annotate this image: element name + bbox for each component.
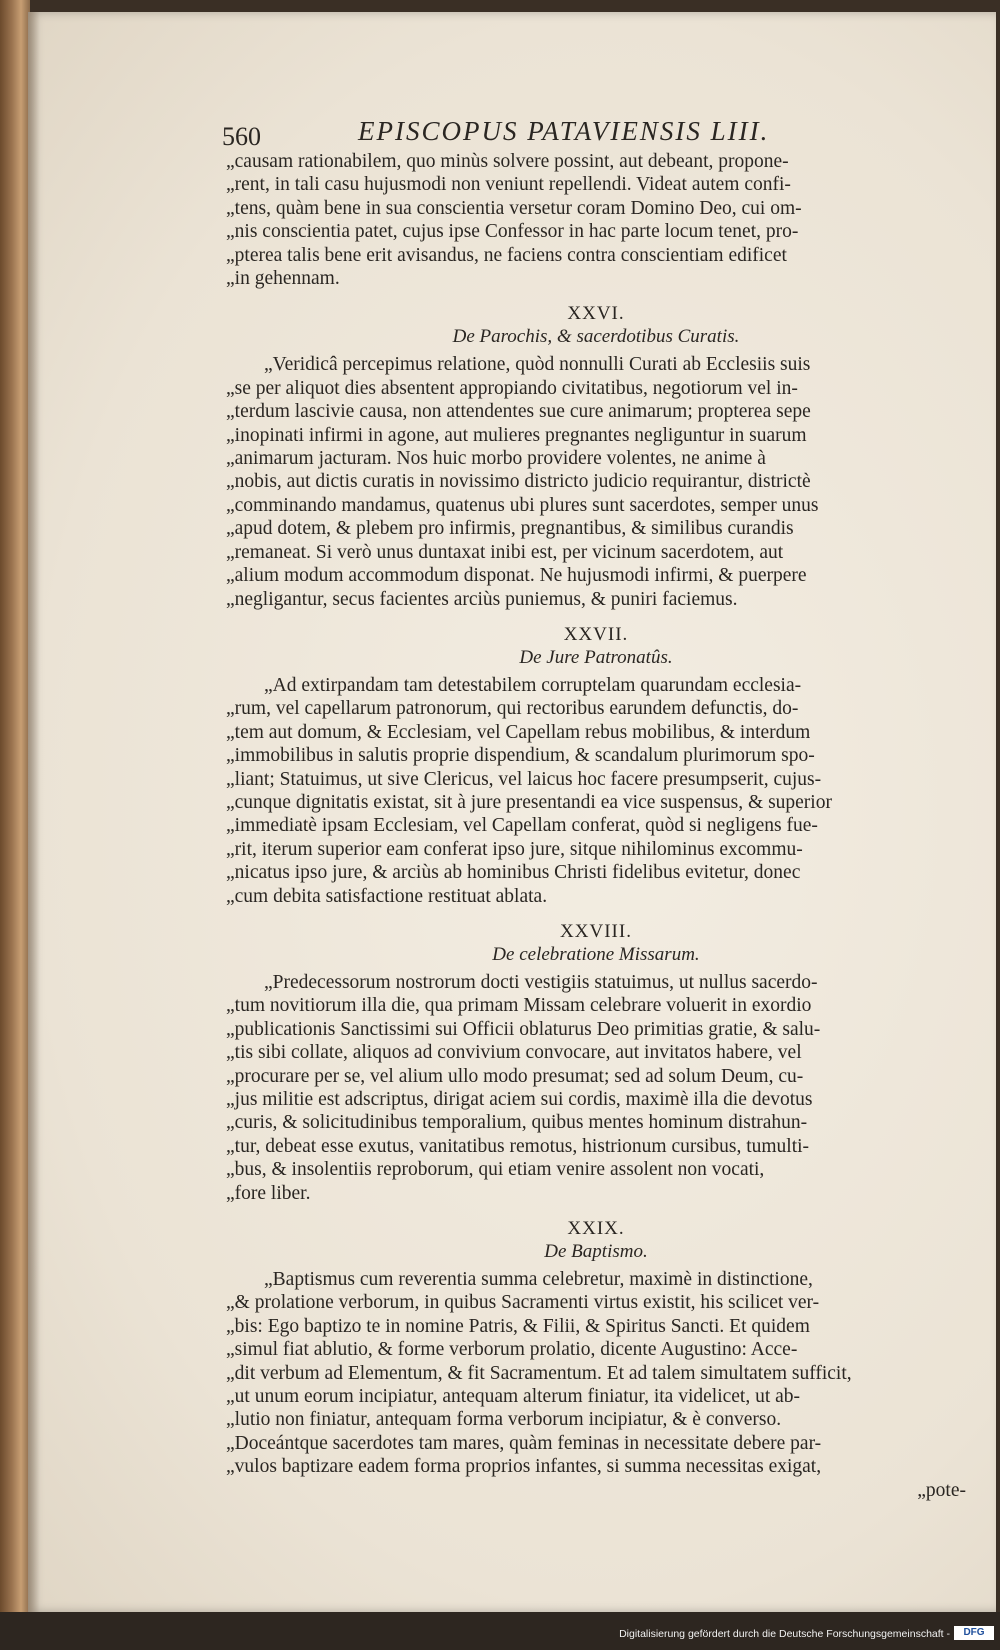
text-line: „tum novitiorum illa die, qua primam Missam celebrare voluerit in exordio (226, 995, 812, 1017)
section-xxix (226, 1217, 966, 1502)
section-paragraph (226, 353, 966, 610)
text-line: „jus militie est adscriptus, dirigat aciem sui cordis, maximè illa die devotus (226, 1089, 813, 1110)
text-line: „publicationis Sanctissimi sui Officii oblaturus Deo primitias gratie, & salu- (226, 1018, 821, 1040)
page-content (222, 108, 966, 1502)
section-title: De Baptismo. (544, 1241, 648, 1263)
section-paragraph (226, 971, 966, 1205)
text-line: „pterea talis bene erit avisandus, ne faciens contra conscientiam edificet (226, 244, 787, 266)
running-title: EPISCOPUS PATAVIENSIS LIII. (358, 116, 770, 146)
text-line: „dit verbum ad Elementum, & fit Sacramentum. Et ad talem simultatem sufficit, (226, 1362, 852, 1384)
section-number: XXVI. (567, 303, 625, 325)
section-number: XXIX. (567, 1218, 625, 1240)
section-number: XXVII. (563, 623, 629, 645)
digitization-credit: Digitalisierung gefördert durch die Deutsche Forschungsgemeinschaft - (619, 1628, 950, 1640)
text-line: „tens, quàm bene in sua conscientia versetur coram Domino Deo, cui om- (226, 197, 802, 219)
dfg-logo: DFG (954, 1626, 994, 1640)
text-line: „ut unum eorum incipiatur, antequam alterum finiatur, ita videlicet, ut ab- (226, 1386, 801, 1408)
text-line: „immobilibus in salutis proprie dispendium, & scandalum plurimorum spo- (226, 745, 815, 767)
text-line: „nobis, aut dictis curatis in novissimo districto judicio requirantur, districtè (226, 471, 811, 493)
book-page (28, 12, 996, 1612)
text-line: „cunque dignitatis existat, sit à jure presentandi ea vice suspensus, & superior (226, 791, 832, 813)
text-line: „rum, vel capellarum patronorum, qui rectoribus earundem defunctis, do- (226, 698, 799, 720)
section-title: De Parochis, & sacerdotibus Curatis. (452, 326, 740, 348)
text-line: „remaneat. Si verò unus duntaxat inibi est, per vicinum sacerdotem, aut (226, 541, 784, 563)
text-line: „tur, debeat esse exutus, vanitatibus remotus, histrionum cursibus, tumulti- (226, 1135, 810, 1157)
text-line: „simul fiat ablutio, & forme verborum prolatio, dicente Augustino: Acce- (226, 1339, 798, 1361)
text-line: „nicatus ipso jure, & arciùs ab hominibus Christi fidelibus evitetur, donec (226, 862, 801, 884)
text-line: „curis, & solicitudinibus temporalium, quibus mentes hominum distrahun- (226, 1112, 808, 1134)
text-line: „se per aliquot dies absentent appropiando civitatibus, negotiorum vel in- (226, 377, 798, 399)
section-paragraph (226, 674, 966, 908)
section-xxvii (226, 623, 966, 908)
text-line: „causam rationabilem, quo minùs solvere possint, aut debeant, propone- (226, 151, 789, 172)
text-line: „liant; Statuimus, ut sive Clericus, vel laicus hoc facere presumpserit, cujus- (226, 768, 822, 790)
text-line: „Ad extirpandam tam detestabilem corruptelam quarundam ecclesia- (264, 674, 802, 696)
text-line: „rit, iterum superior eam conferat ipso jure, sitque nihilominus excommu- (226, 838, 803, 860)
text-line: „alium modum accommodum disponat. Ne hujusmodi infirmi, & puerpere (226, 565, 807, 587)
text-line: „apud dotem, & plebem pro infirmis, pregnantibus, & similibus curandis (226, 518, 794, 540)
text-line: „bis: Ego baptizo te in nomine Patris, & Filii, & Spiritus Sancti. Et quidem (226, 1315, 810, 1337)
text-line: „bus, & insolentiis reproborum, qui etiam venire assolent non vocati, (226, 1159, 765, 1181)
text-line: „rent, in tali casu hujusmodi non veniunt repellendi. Videat autem confi- (226, 174, 791, 196)
section-xxvi (226, 302, 966, 610)
text-line: „procurare per se, vel alium ullo modo presumat; sed ad solum Deum, cu- (226, 1065, 804, 1087)
text-line: „lutio non finiatur, antequam forma verborum incipiatur, & è converso. (226, 1409, 782, 1431)
text-line: „Veridicâ percepimus relatione, quòd nonnulli Curati ab Ecclesiis suis (264, 354, 811, 376)
section-number: XXVIII. (560, 920, 632, 942)
section-xxviii (226, 920, 966, 1205)
text-line: „Doceántque sacerdotes tam mares, quàm feminas in necessitate debere par- (226, 1432, 822, 1454)
text-line: „Baptismus cum reverentia summa celebretur, maximè in distinctione, (264, 1269, 813, 1291)
section-paragraph (226, 1268, 966, 1479)
text-line: „& prolatione verborum, in quibus Sacramenti virtus existit, his scilicet ver- (226, 1292, 820, 1314)
text-line: „negligantur, secus facientes arciùs puniemus, & puniri faciemus. (226, 588, 738, 610)
text-line: „nis conscientia patet, cujus ipse Confessor in hac parte locum tenet, pro- (226, 221, 799, 243)
text-line: „inopinati infirmi in agone, aut mulieres pregnantes negliguntur in suarum (226, 424, 807, 446)
intro-paragraph (226, 150, 966, 290)
text-line: „cum debita satisfactione restituat ablata. (226, 885, 548, 907)
text-line: „vulos baptizare eadem forma proprios infantes, si summa necessitas exigat, (226, 1456, 822, 1478)
text-line: „tem aut domum, & Ecclesiam, vel Capellam rebus mobilibus, & interdum (226, 721, 811, 743)
text-line: „in gehennam. (226, 268, 340, 290)
text-line: „immediatè ipsam Ecclesiam, vel Capellam conferat, quòd si negligens fue- (226, 815, 818, 837)
section-title: De celebratione Missarum. (492, 943, 700, 965)
text-line: „comminando mandamus, quatenus ubi plures sunt sacerdotes, semper unus (226, 494, 819, 516)
text-line: „terdum lascivie causa, non attendentes sue cure animarum; propterea sepe (226, 401, 811, 423)
catchword: „pote- (917, 1479, 966, 1501)
page-number: 560 (222, 122, 261, 151)
text-line: „Predecessorum nostrorum docti vestigiis statuimus, ut nullus sacerdo- (264, 971, 818, 993)
text-line: „fore liber. (226, 1182, 311, 1204)
book-spine (0, 0, 30, 1650)
section-title: De Jure Patronatûs. (519, 646, 673, 668)
page-header (222, 108, 966, 151)
text-line: „tis sibi collate, aliquos ad convivium convocare, aut invitatos habere, vel (226, 1042, 802, 1064)
text-line: „animarum jacturam. Nos huic morbo providere volentes, ne anime à (226, 448, 766, 470)
